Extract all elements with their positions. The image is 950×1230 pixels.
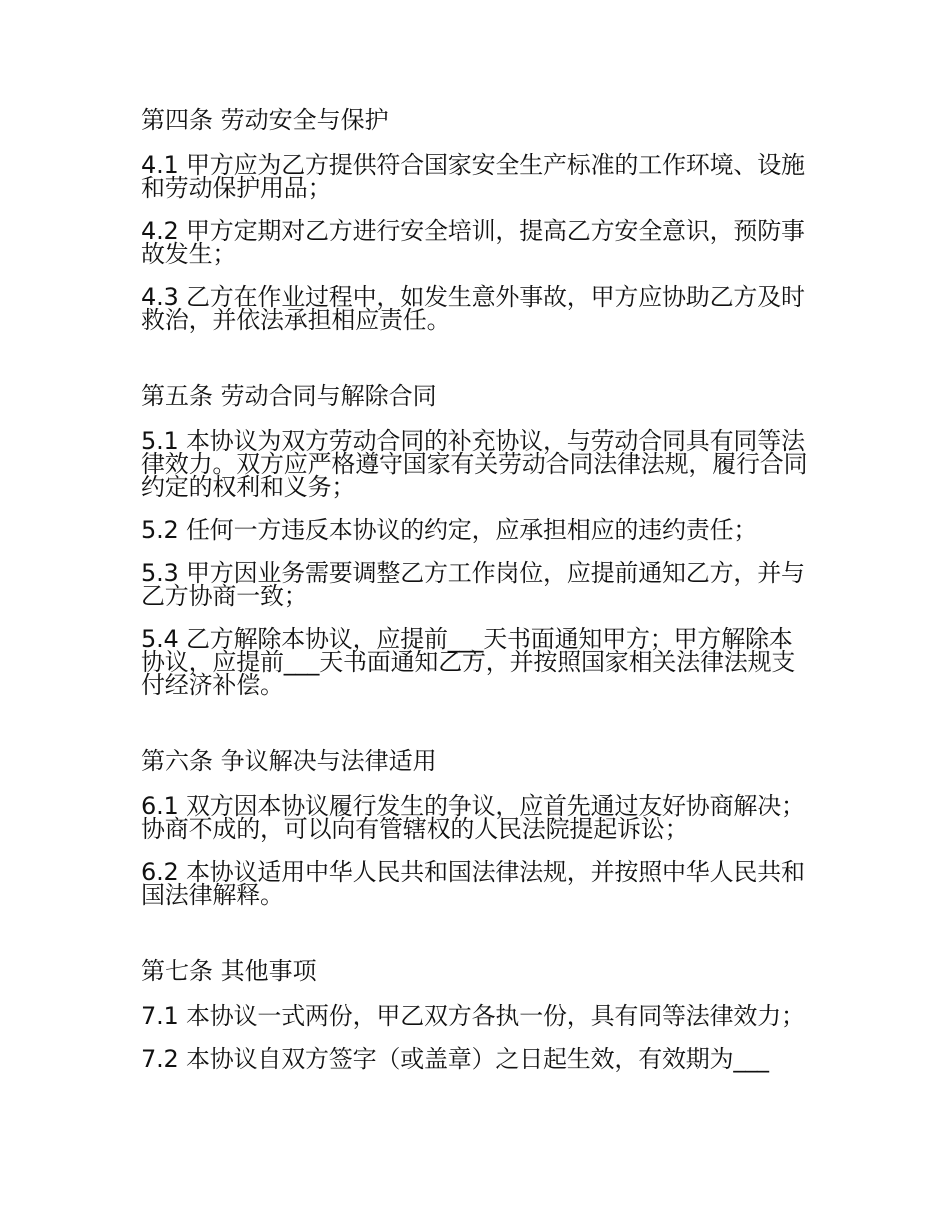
clause-5-2: 5.2 任何一方违反本协议的约定，应承担相应的违约责任； — [141, 516, 758, 544]
section-7 — [141, 955, 813, 1071]
section-6 — [141, 745, 813, 907]
clause-5-4: 5.4 乙方解除本协议，应提前___天书面通知甲方；甲方解除本协议，应提前___天书面通知乙方，并按照国家相关法律法规支付经济补偿。 — [141, 625, 796, 699]
clause-6-1: 6.1 双方因本协议履行发生的争议，应首先通过友好协商解决；协商不成的，可以向有管辖权的人民法院提起诉讼； — [141, 792, 805, 843]
clause-5-1: 5.1 本协议为双方劳动合同的补充协议，与劳动合同具有同等法律效力。双方应严格遵守国家有关劳动合同法律法规，履行合同约定的权利和义务； — [141, 427, 808, 501]
section-title: 第四条 劳动安全与保护 — [141, 106, 389, 134]
document-page — [141, 104, 813, 1091]
clause-7-2: 7.2 本协议自双方签字（或盖章）之日起生效，有效期为___ — [141, 1045, 769, 1073]
clause-4-2: 4.2 甲方定期对乙方进行安全培训，提高乙方安全意识，预防事故发生； — [141, 217, 805, 268]
clause-4-3: 4.3 乙方在作业过程中，如发生意外事故，甲方应协助乙方及时救治，并依法承担相应责任。 — [141, 283, 805, 334]
section-title: 第六条 争议解决与法律适用 — [141, 747, 437, 775]
clause-5-3: 5.3 甲方因业务需要调整乙方工作岗位，应提前通知乙方，并与乙方协商一致； — [141, 559, 805, 610]
clause-6-2: 6.2 本协议适用中华人民共和国法律法规，并按照中华人民共和国法律解释。 — [141, 858, 805, 909]
section-4 — [141, 104, 813, 332]
clause-7-1: 7.1 本协议一式两份，甲乙双方各执一份，具有同等法律效力； — [141, 1002, 805, 1030]
clause-4-1: 4.1 甲方应为乙方提供符合国家安全生产标准的工作环境、设施和劳动保护用品； — [141, 151, 805, 202]
section-5 — [141, 380, 813, 697]
section-title: 第七条 其他事项 — [141, 957, 317, 985]
section-title: 第五条 劳动合同与解除合同 — [141, 382, 437, 410]
